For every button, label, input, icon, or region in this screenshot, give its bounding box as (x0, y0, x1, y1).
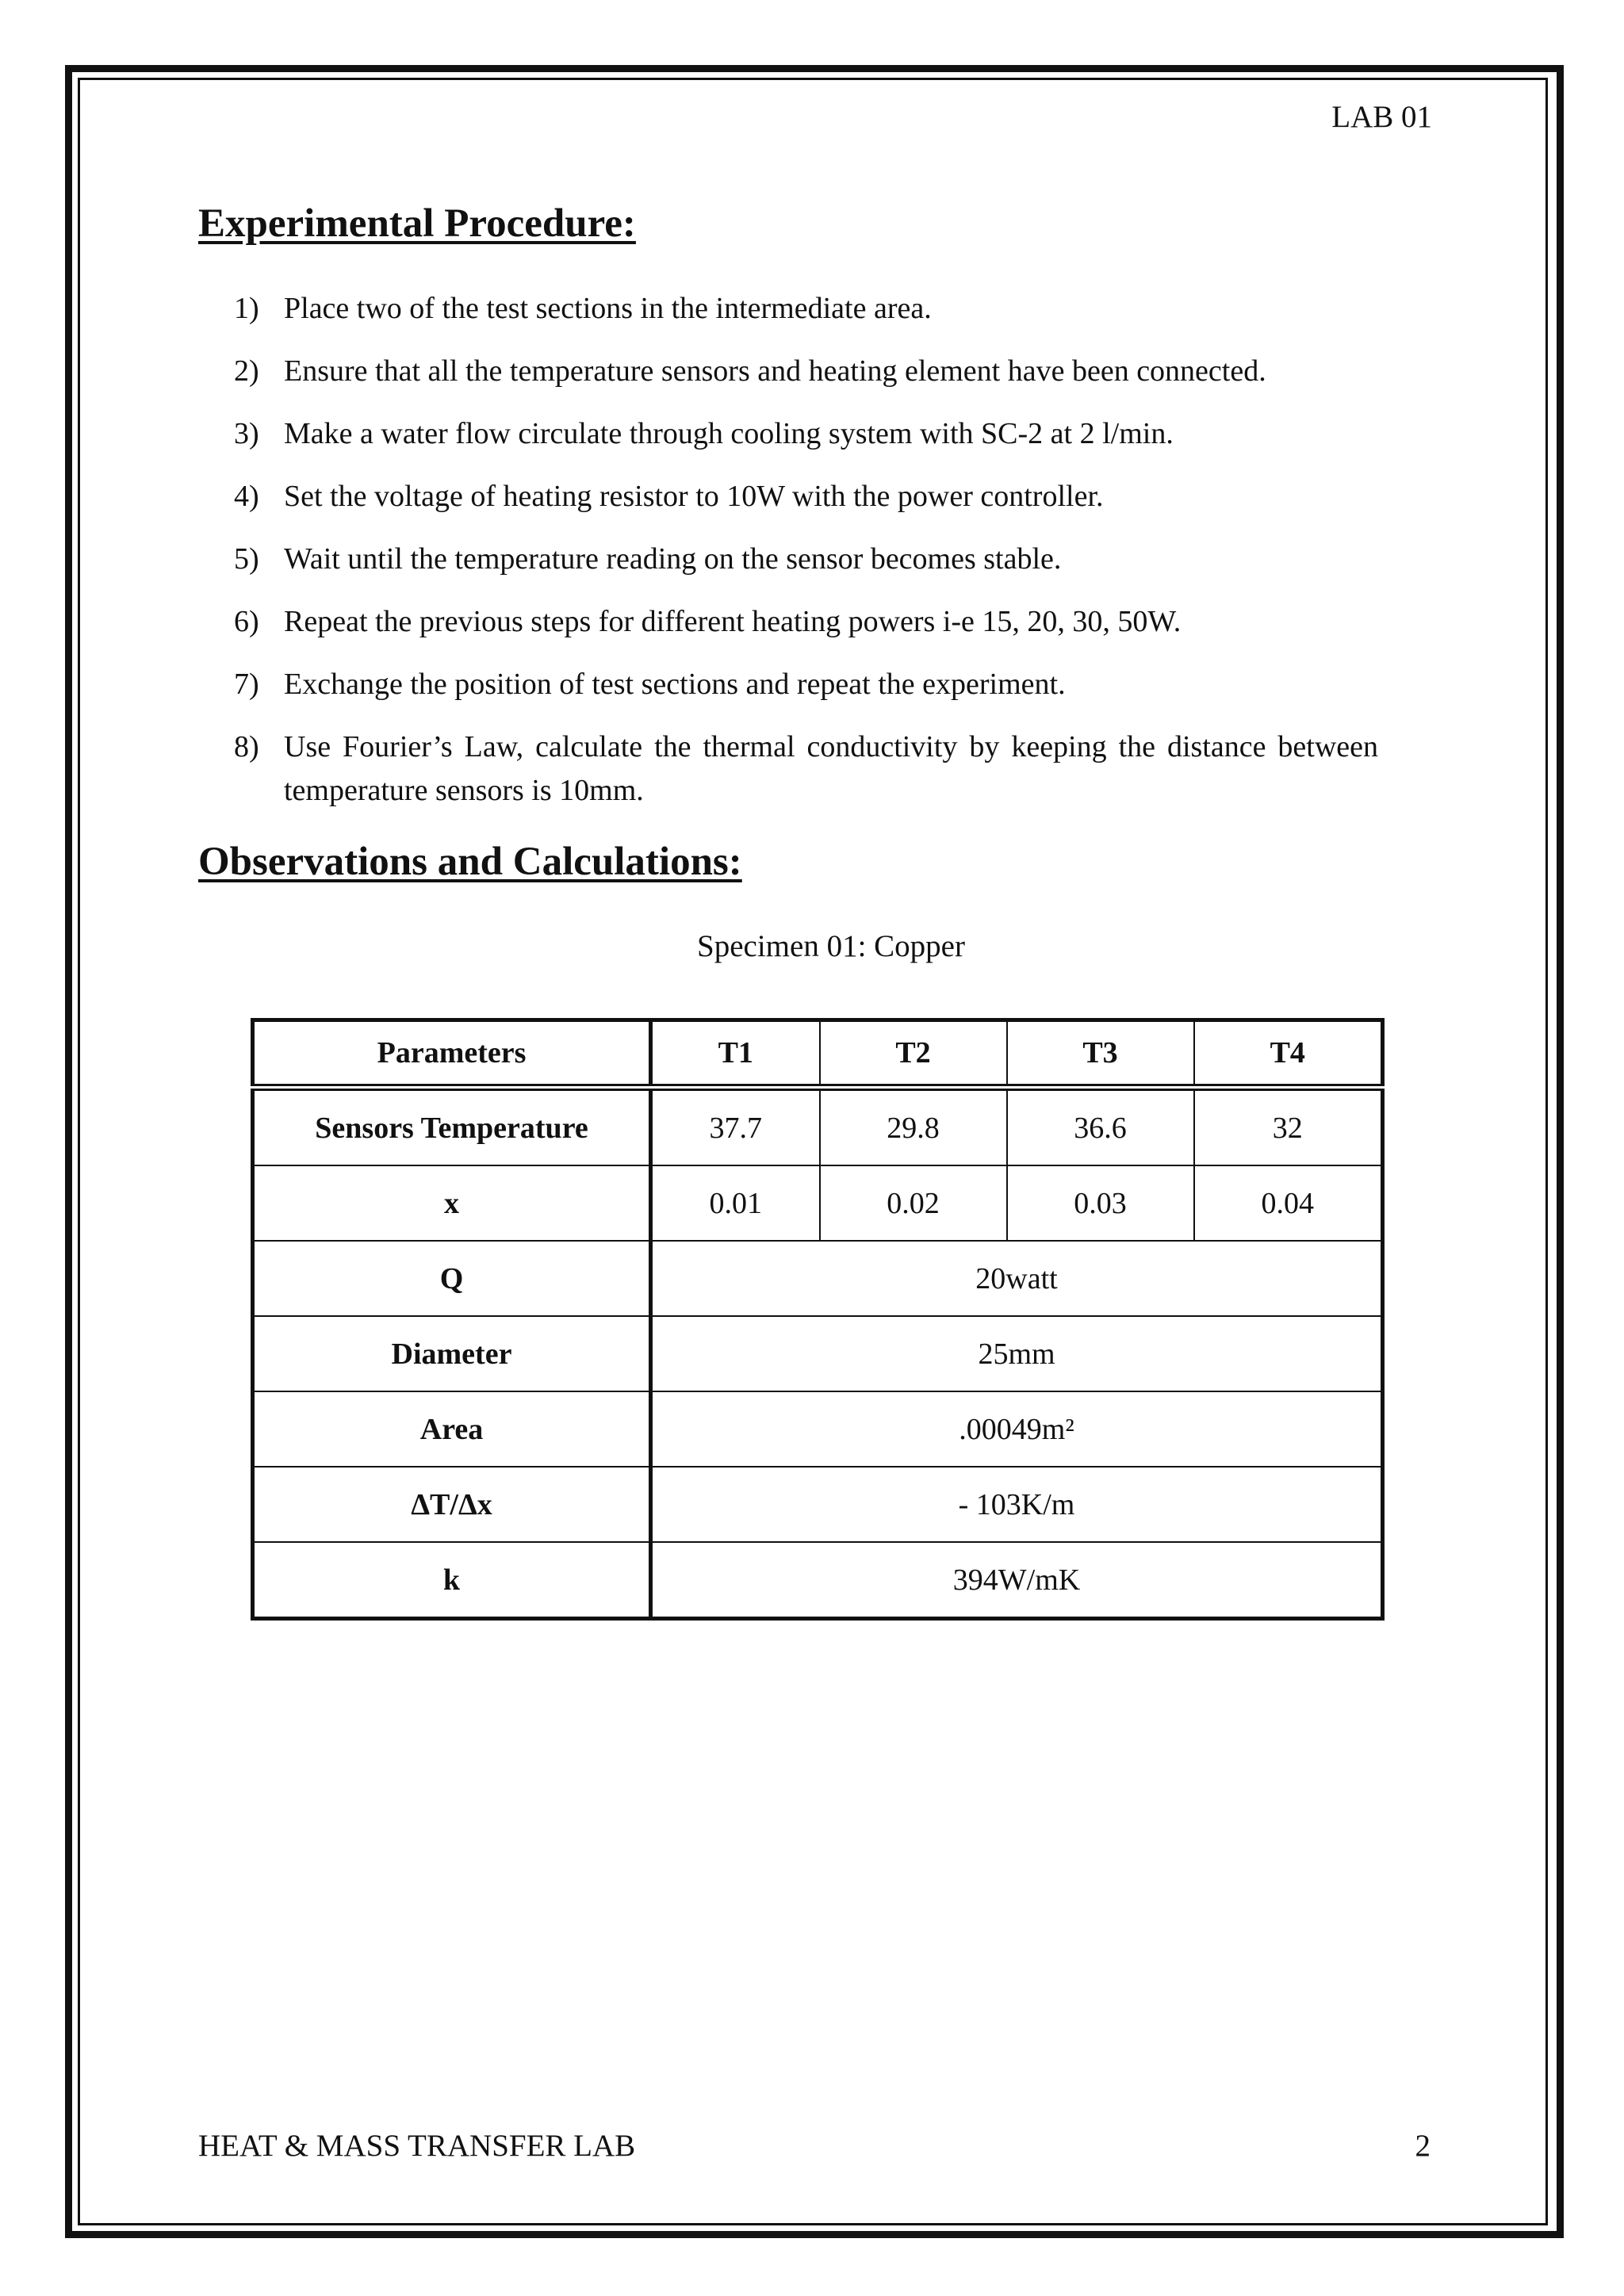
step-number: 8) (234, 730, 259, 763)
list-item (198, 600, 1378, 644)
list-item (198, 350, 1378, 393)
table-row (253, 1316, 1383, 1391)
table-cell: .00049m² (651, 1391, 1383, 1467)
footer-course: HEAT & MASS TRANSFER LAB (198, 2129, 636, 2163)
step-number: 4) (234, 480, 259, 513)
row-label: Sensors Temperature (253, 1088, 651, 1166)
table-header-row (253, 1020, 1383, 1088)
table-cell: 32 (1194, 1088, 1383, 1166)
list-item (198, 538, 1378, 581)
specimen-caption: Specimen 01: Copper (697, 929, 965, 963)
step-number: 6) (234, 605, 259, 638)
header-t1: T1 (651, 1020, 820, 1088)
step-text: Use Fourier’s Law, calculate the thermal conductivity by keeping the distance between temperature sensors is 10mm. (284, 730, 1378, 807)
header-parameters: Parameters (253, 1020, 651, 1088)
step-number: 1) (234, 292, 259, 325)
table-row (253, 1391, 1383, 1467)
list-item (198, 725, 1378, 813)
observations-table (251, 1018, 1385, 1621)
procedure-steps (198, 287, 1378, 832)
step-text: Make a water flow circulate through cooling system with SC-2 at 2 l/min. (284, 417, 1174, 450)
table-cell: 37.7 (651, 1088, 820, 1166)
table-cell: 25mm (651, 1316, 1383, 1391)
procedure-heading: Experimental Procedure: (198, 201, 636, 246)
observations-heading: Observations and Calculations: (198, 840, 742, 884)
step-text: Place two of the test sections in the intermediate area. (284, 292, 932, 325)
step-number: 7) (234, 668, 259, 701)
step-number: 5) (234, 542, 259, 576)
table-cell: 0.03 (1007, 1165, 1194, 1241)
row-label: Q (253, 1241, 651, 1316)
table-cell: 0.01 (651, 1165, 820, 1241)
table-cell: 36.6 (1007, 1088, 1194, 1166)
header-t3: T3 (1007, 1020, 1194, 1088)
step-number: 3) (234, 417, 259, 450)
table-cell: 394W/mK (651, 1542, 1383, 1619)
row-label: Diameter (253, 1316, 651, 1391)
table-cell: 29.8 (820, 1088, 1007, 1166)
table-cell: 0.04 (1194, 1165, 1383, 1241)
list-item (198, 475, 1378, 519)
row-label: ΔT/Δx (253, 1467, 651, 1542)
step-text: Ensure that all the temperature sensors and heating element have been connected. (284, 354, 1266, 388)
page-number: 2 (1415, 2129, 1431, 2163)
step-text: Exchange the position of test sections and repeat the experiment. (284, 668, 1066, 701)
table-row (253, 1088, 1383, 1166)
table-row (253, 1165, 1383, 1241)
step-text: Wait until the temperature reading on the sensor becomes stable. (284, 542, 1062, 576)
table-row (253, 1467, 1383, 1542)
lab-number: LAB 01 (1331, 100, 1432, 134)
list-item (198, 412, 1378, 456)
table-cell: 20watt (651, 1241, 1383, 1316)
table-cell: - 103K/m (651, 1467, 1383, 1542)
header-t4: T4 (1194, 1020, 1383, 1088)
table-cell: 0.02 (820, 1165, 1007, 1241)
row-label: x (253, 1165, 651, 1241)
step-text: Set the voltage of heating resistor to 10W with the power controller. (284, 480, 1104, 513)
step-number: 2) (234, 354, 259, 388)
list-item (198, 663, 1378, 706)
row-label: k (253, 1542, 651, 1619)
row-label: Area (253, 1391, 651, 1467)
header-t2: T2 (820, 1020, 1007, 1088)
list-item (198, 287, 1378, 331)
step-text: Repeat the previous steps for different heating powers i-e 15, 20, 30, 50W. (284, 605, 1182, 638)
table-row (253, 1542, 1383, 1619)
table-row (253, 1241, 1383, 1316)
